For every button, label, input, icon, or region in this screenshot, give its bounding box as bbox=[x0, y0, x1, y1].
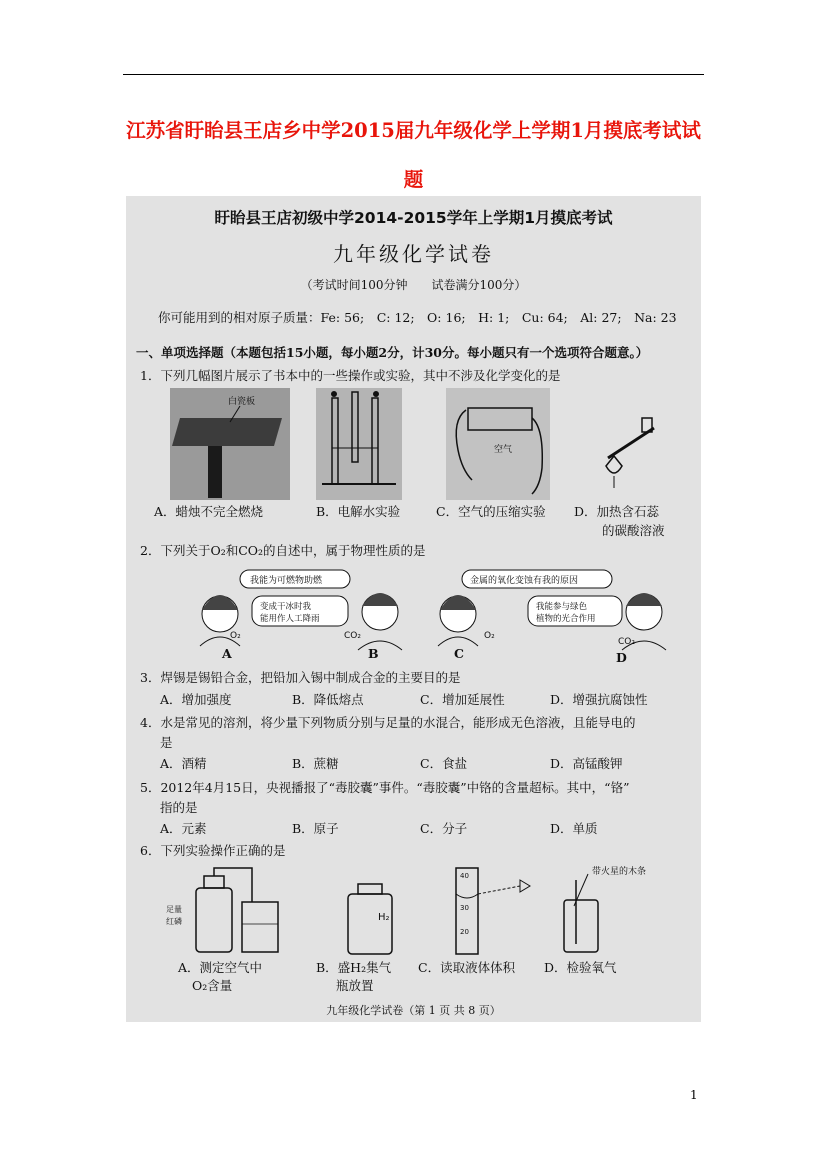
q1-stem: 1．下列几幅图片展示了书本中的一些操作或实验，其中不涉及化学变化的是 bbox=[140, 368, 561, 383]
q2-bubble-c: 金属的氧化变蚀有我的原因 bbox=[470, 576, 579, 586]
q4-option-c: C．食盐 bbox=[420, 756, 468, 771]
q4-stem-line2: 是 bbox=[160, 735, 173, 750]
q2-label-a: A bbox=[222, 646, 232, 661]
q4-stem-line1: 4．水是常见的溶剂，将少量下列物质分别与足量的水混合，能形成无色溶液，且能导电的 bbox=[140, 715, 636, 730]
q1-fig-c-label: 空气 bbox=[494, 445, 513, 455]
q3-option-a: A．增加强度 bbox=[160, 692, 232, 707]
q4-option-d: D．高锰酸钾 bbox=[550, 756, 623, 771]
q1-option-d-line1: D．加热含石蕊 bbox=[574, 504, 660, 519]
q6-option-b-line2: 瓶放置 bbox=[336, 978, 374, 993]
q6-option-a-line2: O₂含量 bbox=[192, 978, 233, 993]
title-line-2: 题 bbox=[403, 168, 424, 191]
school-title: 盱眙县王店初级中学2014-2015学年上学期1月摸底考试 bbox=[214, 209, 613, 227]
q1-option-d-line2: 的碳酸溶液 bbox=[602, 523, 665, 538]
q3-stem: 3．焊锡是锡铅合金，把铅加入锡中制成合金的主要目的是 bbox=[140, 670, 461, 685]
section-1-heading: 一、单项选择题（本题包括15小题，每小题2分，计30分。每小题只有一个选项符合题意。） bbox=[136, 345, 649, 360]
q4-option-b: B．蔗糖 bbox=[292, 756, 339, 771]
q3-option-b: B．降低熔点 bbox=[292, 692, 364, 707]
q2-label-b: B bbox=[368, 646, 379, 661]
q6-fig-b-label: H₂ bbox=[378, 912, 390, 923]
q2-bubble-b-line2: 能用作人工降雨 bbox=[260, 614, 320, 624]
q1-option-a: A．蜡烛不完全燃烧 bbox=[154, 504, 264, 519]
q1-fig-b-electrolysis bbox=[316, 388, 402, 500]
q1-fig-d-heating bbox=[598, 414, 662, 490]
q6-option-a-line1: A．测定空气中 bbox=[178, 960, 263, 975]
q6-fig-c-tick-40: 40 bbox=[460, 872, 469, 880]
q5-option-a: A．元素 bbox=[160, 821, 207, 836]
q2-o2-left: O₂ bbox=[230, 631, 241, 641]
title-line-1: 江苏省盱眙县王店乡中学2015届九年级化学上学期1月摸底考试试 bbox=[126, 119, 701, 142]
q2-bubble-b-line1: 变成干冰时我 bbox=[260, 602, 312, 612]
atomic-masses: 你可能用到的相对原子质量：Fe: 56; C: 12; O: 16; H: 1; Cu: 64; Al: 27; Na: 23 bbox=[158, 310, 677, 325]
q6-fig-a-apparatus bbox=[166, 862, 306, 958]
q5-option-c: C．分子 bbox=[420, 821, 468, 836]
q6-fig-d-oxygen-test bbox=[548, 860, 678, 958]
q1-option-c: C．空气的压缩实验 bbox=[436, 504, 546, 519]
q5-stem-line2: 指的是 bbox=[160, 800, 198, 815]
paper-title: 九年级化学试卷 bbox=[333, 242, 494, 266]
q6-fig-c-cylinder bbox=[446, 864, 536, 958]
q2-co2-right: CO₂ bbox=[618, 637, 635, 647]
q4-option-a: A．酒精 bbox=[160, 756, 207, 771]
q6-fig-a-label1: 足量 bbox=[166, 905, 182, 914]
q5-option-d: D．单质 bbox=[550, 821, 598, 836]
q1-fig-a-candle bbox=[170, 388, 290, 500]
q2-bubble-d-line2: 植物的光合作用 bbox=[536, 614, 596, 624]
q2-bubble-d-line1: 我能参与绿色 bbox=[536, 602, 588, 612]
q6-fig-d-label: 带火星的木条 bbox=[592, 867, 647, 877]
exam-info: （考试时间100分钟 试卷满分100分） bbox=[300, 278, 527, 292]
q2-co2-left: CO₂ bbox=[344, 631, 361, 641]
document-title bbox=[112, 106, 715, 204]
q2-stem: 2．下列关于O₂和CO₂的自述中，属于物理性质的是 bbox=[140, 543, 426, 558]
q6-fig-c-tick-30: 30 bbox=[460, 904, 469, 912]
q6-option-b-line1: B．盛H₂集气 bbox=[316, 960, 392, 975]
q5-option-b: B．原子 bbox=[292, 821, 339, 836]
q6-fig-a-label2: 红磷 bbox=[166, 917, 182, 926]
q6-option-c: C．读取液体体积 bbox=[418, 960, 516, 975]
q5-stem-line1: 5．2012年4月15日，央视播报了“毒胶囊”事件。“毒胶囊”中铬的含量超标。其中，“铬” bbox=[140, 780, 630, 795]
header-rule bbox=[123, 74, 704, 75]
q1-option-b: B．电解水实验 bbox=[316, 504, 401, 519]
q6-option-d: D．检验氧气 bbox=[544, 960, 617, 975]
q3-option-c: C．增加延展性 bbox=[420, 692, 505, 707]
q6-fig-c-tick-20: 20 bbox=[460, 928, 469, 936]
q2-o2-right: O₂ bbox=[484, 631, 495, 641]
q6-stem: 6．下列实验操作正确的是 bbox=[140, 843, 286, 858]
q2-fig-right-cartoon bbox=[432, 566, 672, 661]
q6-fig-b-gas-bottle bbox=[332, 882, 412, 958]
scanned-exam-page bbox=[126, 196, 701, 1022]
q3-option-d: D．增强抗腐蚀性 bbox=[550, 692, 648, 707]
q1-fig-c-compression bbox=[446, 388, 550, 500]
q2-bubble-a: 我能为可燃物助燃 bbox=[250, 576, 323, 586]
q2-label-d: D bbox=[616, 650, 627, 665]
page-number: 1 bbox=[690, 1088, 698, 1102]
q1-fig-a-label: 白瓷板 bbox=[228, 397, 256, 407]
scan-footer: 九年级化学试卷（第 1 页 共 8 页） bbox=[326, 1004, 501, 1017]
q2-label-c: C bbox=[454, 646, 464, 661]
